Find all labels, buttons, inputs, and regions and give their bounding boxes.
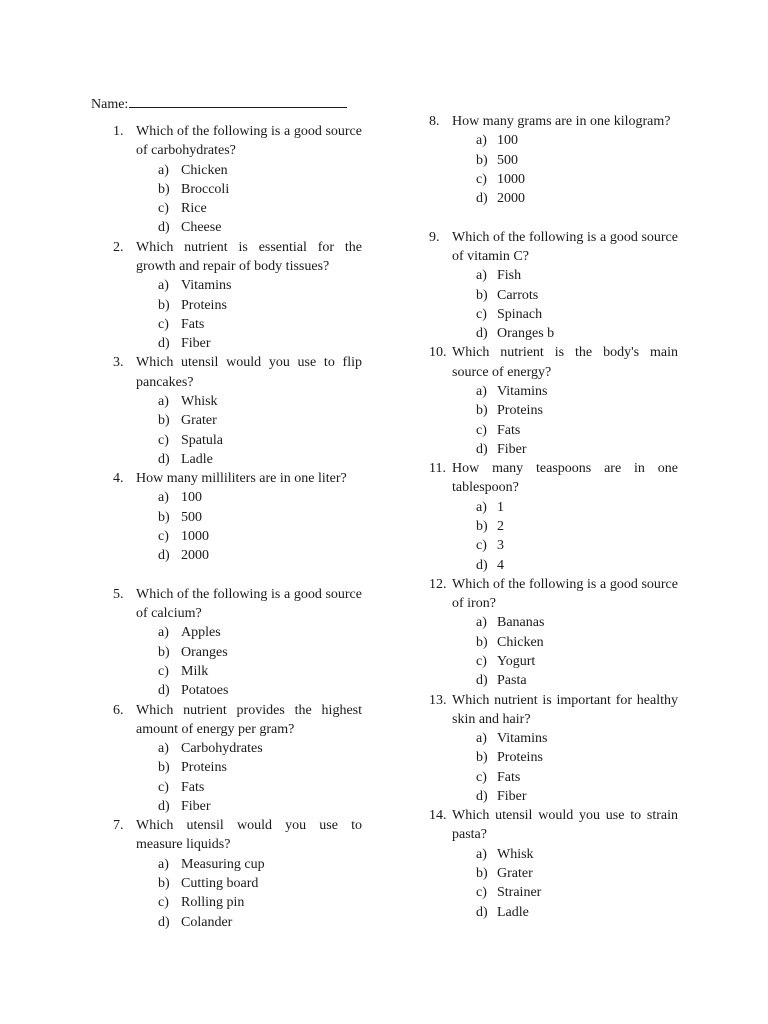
answer-option (476, 421, 678, 440)
answer-option (476, 613, 678, 632)
answer-options (476, 498, 678, 575)
option-letter: c) (476, 653, 487, 669)
question-item (429, 691, 678, 807)
option-text: 2 (497, 518, 504, 534)
option-text: Vitamins (181, 278, 232, 294)
answer-option (476, 170, 678, 189)
answer-option (158, 431, 362, 450)
option-letter: b) (158, 181, 170, 197)
question-item (113, 816, 362, 932)
option-text: Chicken (181, 162, 228, 178)
question-row (113, 122, 362, 161)
answer-option (158, 623, 362, 642)
option-text: Whisk (497, 846, 534, 862)
question-item (113, 469, 362, 565)
option-text: Carrots (497, 287, 539, 303)
option-letter: c) (158, 316, 169, 332)
option-letter: c) (476, 885, 487, 901)
question-number: 2. (113, 239, 124, 255)
option-letter: d) (158, 336, 170, 352)
option-text: Whisk (181, 393, 218, 409)
option-text: Broccoli (181, 181, 230, 197)
answer-option (476, 151, 678, 170)
question-number: 14. (429, 808, 447, 824)
option-letter: a) (476, 383, 487, 399)
answer-option (476, 324, 678, 343)
answer-option (476, 633, 678, 652)
question-text: Which nutrient is important for healthy skin and hair? (452, 692, 678, 727)
question-item (429, 112, 678, 208)
option-letter: a) (158, 625, 169, 641)
option-text: Rice (181, 201, 207, 217)
option-text: Fats (497, 422, 521, 438)
option-text: Proteins (497, 750, 543, 766)
option-text: 2000 (497, 191, 525, 207)
option-letter: a) (158, 856, 169, 872)
option-letter: d) (158, 683, 170, 699)
answer-option (158, 913, 362, 932)
answer-options (476, 266, 678, 343)
option-letter: a) (158, 741, 169, 757)
answer-option (476, 845, 678, 864)
option-letter: c) (158, 895, 169, 911)
option-text: 2000 (181, 548, 209, 564)
option-letter: a) (158, 278, 169, 294)
answer-option (476, 517, 678, 536)
option-letter: d) (158, 798, 170, 814)
option-letter: d) (476, 441, 488, 457)
question-row (429, 112, 678, 131)
answer-options (476, 131, 678, 208)
option-text: Strainer (497, 885, 542, 901)
question-row (429, 459, 678, 498)
answer-options (158, 739, 362, 816)
answer-option (158, 739, 362, 758)
option-letter: a) (476, 268, 487, 284)
question-item (113, 701, 362, 817)
answer-options (158, 488, 362, 565)
option-text: Cheese (181, 220, 222, 236)
option-letter: b) (158, 644, 170, 660)
option-text: Milk (181, 663, 209, 679)
question-text: Which nutrient is the body's main source of energy? (452, 345, 678, 380)
option-letter: c) (476, 769, 487, 785)
answer-option (158, 527, 362, 546)
answer-option (476, 189, 678, 208)
answer-option (476, 498, 678, 517)
option-text: Ladle (181, 451, 213, 467)
option-text: Fiber (181, 798, 211, 814)
answer-option (158, 276, 362, 295)
answer-option (476, 536, 678, 555)
option-letter: b) (476, 403, 488, 419)
answer-option (158, 218, 362, 237)
answer-option (476, 556, 678, 575)
question-text: Which utensil would you use to flip pancakes? (136, 355, 362, 390)
option-letter: c) (158, 432, 169, 448)
option-text: Ladle (497, 904, 529, 920)
option-letter: c) (158, 528, 169, 544)
option-letter: a) (158, 490, 169, 506)
name-blank-line (129, 93, 347, 108)
option-letter: b) (476, 152, 488, 168)
answer-option (158, 315, 362, 334)
answer-option (158, 758, 362, 777)
option-letter: b) (476, 750, 488, 766)
option-text: Vitamins (497, 383, 548, 399)
question-text: Which utensil would you use to strain pasta? (452, 808, 678, 843)
option-text: 100 (497, 133, 518, 149)
option-letter: a) (476, 731, 487, 747)
option-text: Fats (181, 316, 205, 332)
question-item (113, 353, 362, 469)
option-text: Fiber (497, 441, 527, 457)
option-letter: d) (158, 548, 170, 564)
answer-option (158, 778, 362, 797)
question-number: 8. (429, 114, 440, 129)
question-item (429, 228, 678, 344)
option-text: Proteins (181, 297, 227, 313)
answer-options (476, 382, 678, 459)
question-row (113, 585, 362, 624)
answer-option (158, 855, 362, 874)
option-letter: b) (476, 634, 488, 650)
question-row (113, 238, 362, 277)
answer-option (158, 450, 362, 469)
name-label: Name: (91, 97, 129, 112)
option-text: Rolling pin (181, 895, 245, 911)
question-number: 3. (113, 355, 124, 371)
option-text: Potatoes (181, 683, 229, 699)
question-number: 6. (113, 702, 124, 718)
question-text: Which of the following is a good source of carbohydrates? (136, 124, 362, 159)
answer-option (158, 392, 362, 411)
answer-option (476, 382, 678, 401)
question-item (429, 575, 678, 691)
option-text: Oranges b (497, 326, 555, 342)
answer-option (158, 546, 362, 565)
option-text: Fats (497, 769, 521, 785)
question-row (429, 691, 678, 730)
answer-option (476, 787, 678, 806)
option-text: Fats (181, 779, 205, 795)
option-letter: c) (476, 538, 487, 554)
option-text: Pasta (497, 673, 527, 689)
question-number: 7. (113, 818, 124, 834)
answer-options (158, 855, 362, 932)
option-text: Carbohydrates (181, 741, 263, 757)
option-letter: a) (476, 133, 487, 149)
answer-options (476, 845, 678, 922)
answer-option (158, 797, 362, 816)
option-letter: d) (476, 673, 488, 689)
option-letter: b) (158, 509, 170, 525)
question-number: 11. (429, 461, 446, 477)
answer-option (476, 305, 678, 324)
option-letter: a) (476, 499, 487, 515)
option-letter: b) (158, 760, 170, 776)
option-letter: c) (158, 201, 169, 217)
option-text: Colander (181, 914, 233, 930)
option-text: 1 (497, 499, 504, 515)
question-row (113, 816, 362, 855)
option-letter: c) (158, 779, 169, 795)
name-field (91, 93, 361, 114)
answer-options (158, 161, 362, 238)
option-text: Proteins (497, 403, 543, 419)
question-row (113, 701, 362, 740)
question-item (429, 343, 678, 459)
option-letter: b) (476, 518, 488, 534)
answer-option (476, 883, 678, 902)
answer-option (158, 334, 362, 353)
option-text: Grater (181, 413, 217, 429)
question-text: How many grams are in one kilogram? (452, 114, 671, 129)
question-number: 1. (113, 124, 124, 139)
answer-option (476, 440, 678, 459)
option-text: Apples (181, 625, 221, 641)
question-row (113, 469, 362, 488)
answer-option (158, 681, 362, 700)
answer-option (158, 874, 362, 893)
answer-options (158, 276, 362, 353)
answer-option (158, 199, 362, 218)
answer-option (158, 893, 362, 912)
option-letter: d) (476, 904, 488, 920)
option-letter: c) (476, 422, 487, 438)
question-number: 9. (429, 229, 440, 245)
answer-option (476, 652, 678, 671)
option-text: 1000 (181, 528, 209, 544)
option-letter: d) (476, 326, 488, 342)
answer-options (476, 613, 678, 690)
option-text: 500 (497, 152, 518, 168)
option-letter: c) (476, 306, 487, 322)
answer-option (158, 508, 362, 527)
option-letter: b) (476, 287, 488, 303)
option-letter: b) (158, 413, 170, 429)
answer-option (158, 161, 362, 180)
question-item (113, 122, 362, 238)
option-text: 3 (497, 538, 504, 554)
answer-option (476, 671, 678, 690)
answer-option (158, 296, 362, 315)
answer-option (158, 643, 362, 662)
question-number: 12. (429, 576, 447, 592)
question-number: 13. (429, 692, 447, 708)
answer-options (476, 729, 678, 806)
question-text: Which utensil would you use to measure liquids? (136, 818, 362, 853)
answer-options (158, 623, 362, 700)
option-text: 100 (181, 490, 202, 506)
answer-option (158, 488, 362, 507)
question-text: Which of the following is a good source of iron? (452, 576, 678, 612)
option-letter: d) (476, 788, 488, 804)
answer-option (476, 729, 678, 748)
option-text: Fiber (497, 788, 527, 804)
option-text: Vitamins (497, 731, 548, 747)
option-text: Grater (497, 866, 533, 882)
option-text: 500 (181, 509, 202, 525)
option-letter: d) (476, 557, 488, 573)
answer-option (476, 768, 678, 787)
option-text: Yogurt (497, 653, 536, 669)
answer-option (476, 748, 678, 767)
answer-option (476, 401, 678, 420)
question-text: Which nutrient provides the highest amount of energy per gram? (136, 702, 362, 737)
question-item (113, 238, 362, 354)
option-letter: b) (158, 876, 170, 892)
option-text: 4 (497, 557, 504, 573)
option-letter: d) (158, 220, 170, 236)
question-item (429, 459, 678, 575)
option-text: Bananas (497, 615, 545, 631)
question-text: How many teaspoons are in one tablespoon? (452, 461, 678, 496)
option-letter: b) (158, 297, 170, 313)
option-letter: d) (158, 451, 170, 467)
option-text: Cutting board (181, 876, 259, 892)
question-row (429, 575, 678, 614)
question-row (429, 806, 678, 845)
option-text: Chicken (497, 634, 544, 650)
answer-option (476, 286, 678, 305)
question-number: 4. (113, 471, 124, 487)
option-text: 1000 (497, 171, 525, 187)
answer-option (158, 662, 362, 681)
question-row (429, 343, 678, 382)
question-text: Which of the following is a good source of calcium? (136, 586, 362, 622)
answer-options (158, 392, 362, 469)
answer-option (476, 266, 678, 285)
option-text: Spatula (181, 432, 223, 448)
answer-option (476, 131, 678, 150)
question-text: Which of the following is a good source of vitamin C? (452, 229, 678, 264)
answer-option (476, 864, 678, 883)
option-letter: a) (158, 162, 169, 178)
option-letter: b) (476, 866, 488, 882)
question-text: Which nutrient is essential for the growth and repair of body tissues? (136, 239, 362, 274)
option-text: Measuring cup (181, 856, 265, 872)
option-letter: a) (476, 615, 487, 631)
option-text: Oranges (181, 644, 228, 660)
option-text: Fish (497, 268, 522, 284)
answer-option (158, 180, 362, 199)
question-row (429, 228, 678, 267)
answer-option (476, 903, 678, 922)
option-text: Spinach (497, 306, 543, 322)
question-number: 5. (113, 586, 124, 602)
answer-option (158, 411, 362, 430)
option-letter: a) (158, 393, 169, 409)
question-row (113, 353, 362, 392)
option-letter: c) (158, 663, 169, 679)
option-letter: d) (476, 191, 488, 207)
option-letter: c) (476, 171, 487, 187)
question-text: How many milliliters are in one liter? (136, 471, 347, 487)
question-item (113, 585, 362, 701)
question-item (429, 806, 678, 922)
option-letter: d) (158, 914, 170, 930)
question-number: 10. (429, 345, 447, 361)
option-text: Fiber (181, 336, 211, 352)
option-text: Proteins (181, 760, 227, 776)
option-letter: a) (476, 846, 487, 862)
